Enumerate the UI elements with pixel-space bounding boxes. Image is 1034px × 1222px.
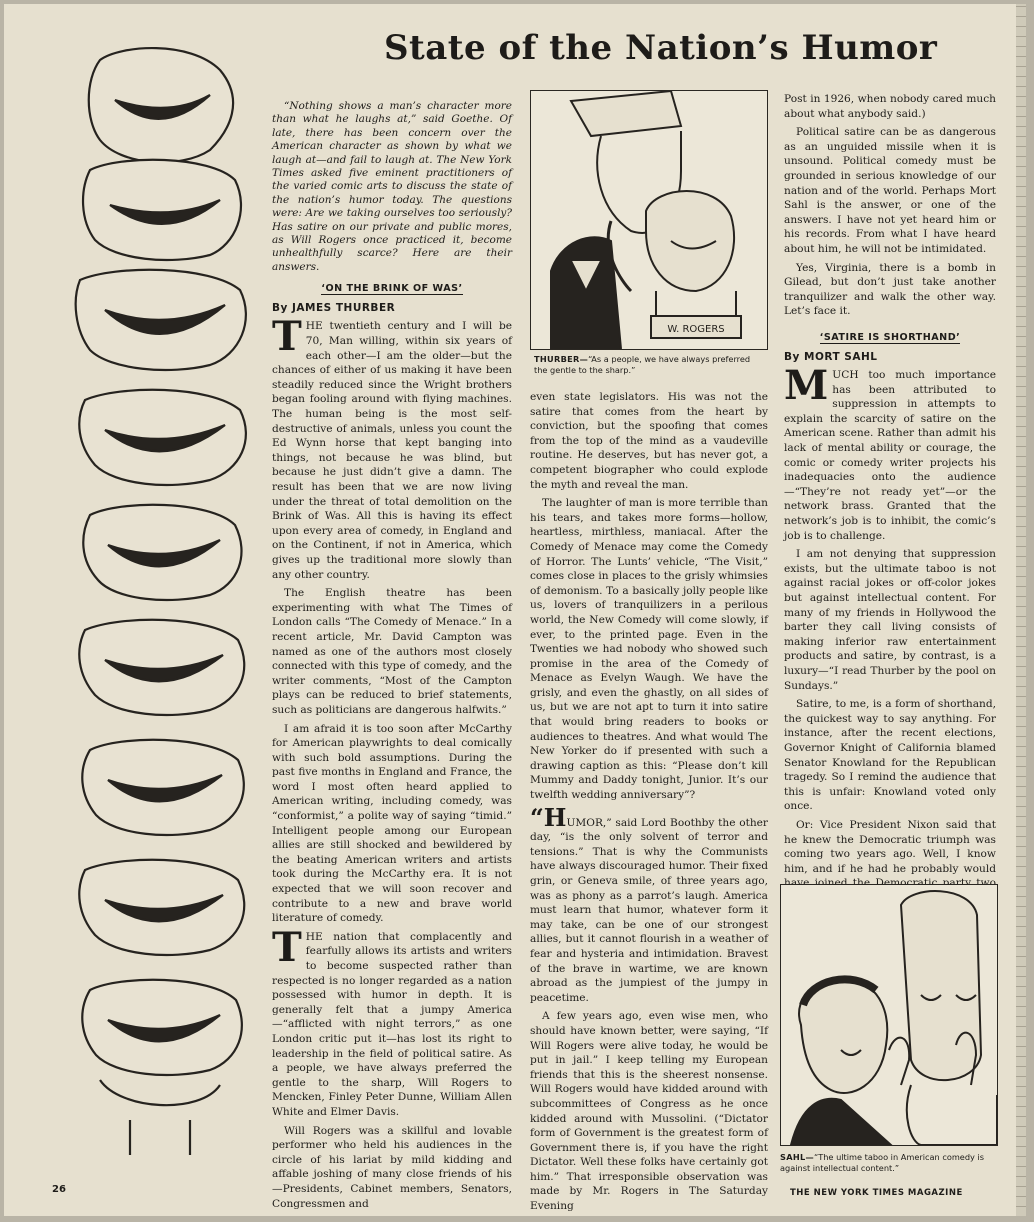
thurber-column-2 [530, 390, 768, 1216]
caption-name: SAHL— [780, 1152, 814, 1162]
thurber-subhead [272, 282, 512, 297]
thurber-paragraph: Yes, Virginia, there is a bomb in Gilead, but don’t just take another tranquilizer and walk the other way. Let’s face it. [784, 261, 996, 318]
thurber-column-1 [272, 100, 512, 1215]
thurber-paragraph: Will Rogers was a skillful and lovable performer who held his audiences in the circle of his lariat by mild kidding and affable joshing of many close friends of his—Presidents, Cabinet members, Senators, Congressmen and [272, 1124, 512, 1210]
sahl-subhead-text: ‘SATIRE IS SHORTHAND’ [819, 331, 961, 343]
thurber-paragraph [272, 923, 512, 1120]
sahl-paragraph [784, 362, 996, 543]
sahl-paragraph: Satire, to me, is a form of shorthand, the quickest way to say anything. For instance, after the recent elections, Governor Knight of California blamed Senator Knowland for the Republican tragedy. So I remind the audience that this is unfair: Knowland voted only once. [784, 698, 996, 813]
thurber-caption [534, 354, 766, 376]
intro-paragraph: “Nothing shows a man’s character more than what he laughs at,” said Goethe. Of late, there has been concern over the American character as shown by what we laugh at—and fail to laugh at. The New York Times asked five eminent practitioners of the varied comic arts to discuss the state of the nation’s humor today. The questions were: Are we taking ourselves too seriously? Has satire on our private and public mores, as Will Rogers once practiced it, become unhealthfully scarce? Here are their answers. [272, 100, 512, 273]
thurber-paragraph: Political satire can be as dangerous as an unguided missile when it is unsound. Political comedy must be grounded in serious knowledge of our nation and of the world. Perhaps Mort Sahl is the answer, or one of the answers. I have not yet heard him or his records. From what I have heard about him, he will not be intimidated. [784, 126, 996, 255]
sahl-byline: By MORT SAHL [784, 350, 878, 363]
drop-cap: T [272, 923, 302, 971]
sahl-illustration-frame [780, 884, 998, 1146]
publication-name: THE NEW YORK TIMES MAGAZINE [790, 1188, 963, 1198]
thurber-paragraph: even state legislators. His was not the satire that comes from the heart by conviction, but the spoofing that comes from the top of the mind as a vaudeville routine. He deserves, but has never got, a competent biographer who could explode the myth and reveal the man. [530, 391, 768, 491]
thurber-illustration-frame [530, 90, 768, 350]
thurber-paragraph: I am afraid it is too soon after McCarthy for American playwrights to deal comically with such bold assumptions. During the past five months in England and France, the word I most often heard applied to American writing, including comedy, was “conformist,” a polite way of saying “timid.” Intelligent people among our European allies are still shocked and bewildered by the beating American writers and artists took during the McCarthy era. It is not expected that we will soon recover and contribute to a new and brave world literature of comedy. [272, 722, 512, 925]
sahl-caption [780, 1152, 996, 1174]
thurber-paragraph: The English theatre has been experimenting with what The Times of London calls “The Comedy of Menace.” In a recent article, Mr. David Campton was named as one of the authors most closely connected with this type of comedy, and the writer comments, “Most of the Campton plays can be reduced to brief statements, such as politicians are dangerous halfwits.” [272, 587, 512, 716]
caption-name: THURBER— [534, 354, 589, 364]
paragraph-text: HE nation that complacently and fearfully allows its artists and writers to become suspected rather than respected is no longer regarded as a nation possessed with humor in depth. It is generally felt that a jumpy America—“afflicted with night terrors,” as one London critic put it—has lost its right to leadership in the field of political satire. As a people, we have always preferred the gentle to the sharp, Will Rogers to Mencken, Finley Peter Dunne, William Allen White and Elmer Davis. [272, 930, 512, 1118]
drop-cap: “H [530, 802, 567, 832]
bust-label: W. ROGERS [667, 324, 725, 335]
thurber-paragraph: The laughter of man is more terrible than his tears, and takes more forms—hollow, heartless, mirthless, maniacal. After the Comedy of Menace may come the Comedy of Horror. The Lunts’ vehicle, “The Visit,” comes close in places to the grisly whimsies of demonism. To a basically jolly people like us, lovers of tranquilizers in a perilous world, the New Comedy will come slowly, if ever, to the printed page. Even in the Twenties we had nobody who showed such promise in the area of the Comedy of Menace as Evelyn Waugh. We have the grisly, and even the ghastly, on all sides of us, but we are not apt to turn it into satire that would bring readers to books or audiences to theatres. And what would The New Yorker do if presented with such a drawing caption as this: “Please don’t kill Mummy and Daddy tonight, Junior. It’s our twelfth wedding anniversary”? [530, 497, 768, 802]
thurber-paragraph: A few years ago, even wise men, who should have known better, were saying, “If Will Rogers were alive today, he would be put in jail.” I keep telling my European friends that this is the sheerest nonsense. Will Rogers would have kidded around with subcommittees of Congress as he once kidded around with Mussolini. (“Dictator form of Government is the greatest form of Government there is, if you have the right Dictator. Well these folks have certainly got him.” That irresponsible observation was made by Mr. Rogers in The Saturday Evening [530, 1010, 768, 1213]
caption-text: “As a people, we have always preferred the gentle to the sharp.” [534, 354, 751, 375]
sahl-paragraph: I am not denying that suppression exists, but the ultimate taboo is not against racial jokes or off-color jokes but against intellectual content. For many of my friends in Hollywood the barter they call living consists of making inferior raw entertainment products and satire, by contrast, is a luxury—“I read Thurber by the pool on Sundays.” [784, 548, 996, 692]
drop-cap: T [272, 313, 302, 361]
caption-text: “The ultime taboo in American comedy is against intellectual content.” [780, 1152, 985, 1173]
sahl-paragraph: Or: Vice President Nixon said that he knew the Democratic triumph was coming two years ago. Well, I know him, and if he had he probably would [784, 818, 996, 875]
laughing-faces-totem-illustration [60, 40, 260, 1170]
thurber-paragraph [272, 313, 512, 582]
paragraph-text: HE twentieth century and I will be 70, Man willing, within six years of each other—I am the older—but the chances of either of us making it have been steadily reduced since the Wright brothers began fooling around with flying machines. The human being is the most self-destructive of animals, unless you count the Ed Wynn horse that kept banging into things, not because he was blind, but because he just didn’t give a damn. The result has been that we are now living under the threat of total demolition on the Brink of Was. All this is having its effect upon every area of comedy, in England and on the Continent, if not in America, which gives up the traditional more slowly than any other country. [272, 320, 512, 581]
thurber-paragraph [530, 802, 768, 1006]
paragraph-text: UCH too much importance has been attributed to suppression in attempts to explain the scarcity of satire on the American scene. Rather than admit his lack of mental ability or courage, the comic or comedy writer projects his inadequacies onto the audience—“They’re not ready yet”—or the network brass. Granted that the network’s job is to inhibit, the comic’s job is to challenge. [784, 369, 996, 542]
page-number: 26 [52, 1184, 66, 1195]
sahl-subhead [784, 331, 996, 346]
drop-cap: M [784, 362, 829, 410]
thurber-paragraph: Post in 1926, when nobody cared much about what anybody said.) [784, 93, 996, 120]
magazine-page [4, 4, 1026, 1216]
thurber-byline: By JAMES THURBER [272, 301, 396, 314]
scan-ruler-edge [1016, 4, 1026, 1216]
uncle-sam-hugging-bust-drawing [531, 91, 767, 349]
paragraph-text: UMOR,” said Lord Boothby the other day, “is the only solvent of terror and tensions.” That is why the Communists have always discouraged humor. Their fixed grin, or Geneva smile, of three years ago, was as phony as a parrot’s laugh. America must learn that humor, whatever form it may take, can be one of our strongest allies, but it cannot flourish in a weather of fear and hysteria and intimidation. Bravest of the brave in wartime, we are known abroad as the jumpiest of the jumpy in peacetime. [530, 816, 768, 1004]
sahl-caricature-drawing [781, 885, 997, 1145]
page-title: State of the Nation’s Humor [384, 28, 938, 68]
thurber-subhead-text: ‘ON THE BRINK OF WAS’ [321, 283, 463, 295]
